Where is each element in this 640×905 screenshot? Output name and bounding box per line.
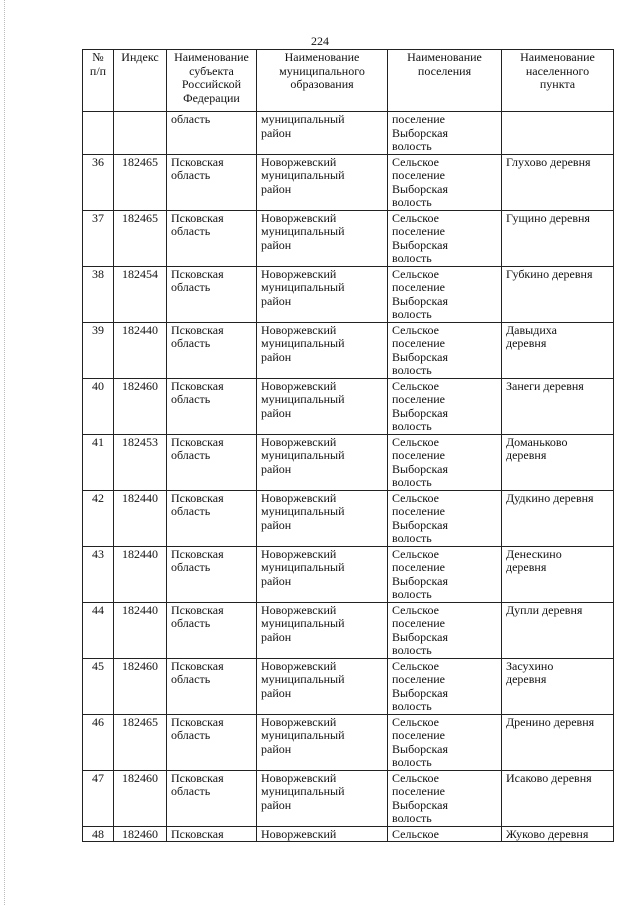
- cell-line: волость: [392, 195, 432, 209]
- table-row: [83, 266, 614, 322]
- cell-index: 182440: [114, 322, 167, 378]
- cell-line: волость: [392, 307, 432, 321]
- cell-municipality: [257, 112, 388, 155]
- table-row: [83, 714, 614, 770]
- cell-locality: [502, 154, 614, 210]
- cell-line: волость: [392, 587, 432, 601]
- cell-line: волость: [392, 643, 432, 657]
- table-row: [83, 826, 614, 842]
- cell-line: район: [261, 461, 292, 476]
- cell-line: волость: [392, 419, 432, 433]
- cell-settlement: [388, 826, 502, 842]
- cell-line: поселения: [417, 63, 472, 78]
- cell-line: Дренино деревня: [506, 714, 595, 729]
- cell-index: 182460: [114, 658, 167, 714]
- cell-locality: [502, 378, 614, 434]
- cell-settlement: [388, 714, 502, 770]
- cell-line: область: [171, 392, 211, 406]
- cell-line: муниципальный: [261, 168, 345, 182]
- cell-line: Выборская: [392, 517, 448, 532]
- cell-municipality: [257, 154, 388, 210]
- cell-line: Жуково деревня: [506, 826, 589, 841]
- cell-line: Выборская: [392, 629, 448, 644]
- cell-line: район: [261, 629, 292, 644]
- cell-line: область: [171, 336, 211, 350]
- table-row: [83, 546, 614, 602]
- cell-line: Псковская: [171, 266, 224, 281]
- cell-index: 182460: [114, 770, 167, 826]
- cell-settlement: [388, 770, 502, 826]
- cell-subject: [167, 490, 257, 546]
- cell-num: 40: [83, 378, 114, 434]
- table-row: [83, 658, 614, 714]
- cell-line: волость: [392, 251, 432, 265]
- cell-index: 182440: [114, 546, 167, 602]
- cell-subject: [167, 266, 257, 322]
- cell-line: область: [171, 112, 211, 126]
- settlements-table: [82, 49, 614, 842]
- cell-index: 182454: [114, 266, 167, 322]
- cell-municipality: [257, 826, 388, 842]
- cell-line: Выборская: [392, 461, 448, 476]
- cell-line: область: [171, 728, 211, 742]
- cell-subject: [167, 714, 257, 770]
- table-body: [83, 112, 614, 842]
- cell-num: 38: [83, 266, 114, 322]
- cell-index: 182465: [114, 714, 167, 770]
- cell-line: Новоржевский: [261, 210, 337, 225]
- cell-line: Псковская: [171, 826, 224, 841]
- cell-settlement: [388, 378, 502, 434]
- cell-line: поселение: [392, 728, 446, 742]
- cell-line: Сельское: [392, 602, 439, 617]
- cell-index: 182440: [114, 490, 167, 546]
- cell-line: Псковская: [171, 210, 224, 225]
- cell-num: 43: [83, 546, 114, 602]
- cell-num: 44: [83, 602, 114, 658]
- cell-line: Псковская: [171, 322, 224, 337]
- cell-num: 36: [83, 154, 114, 210]
- cell-line: поселение: [392, 672, 446, 686]
- cell-num: 46: [83, 714, 114, 770]
- cell-line: Новоржевский: [261, 714, 337, 729]
- cell-locality: [502, 770, 614, 826]
- cell-settlement: [388, 434, 502, 490]
- cell-num: 41: [83, 434, 114, 490]
- cell-line: деревня: [506, 336, 547, 350]
- cell-line: Гущино деревня: [506, 210, 590, 225]
- cell-line: волость: [392, 811, 432, 825]
- cell-line: Сельское: [392, 658, 439, 673]
- cell-subject: [167, 826, 257, 842]
- cell-line: деревня: [506, 672, 547, 686]
- cell-line: муниципальный: [261, 392, 345, 406]
- cell-municipality: [257, 602, 388, 658]
- cell-municipality: [257, 210, 388, 266]
- cell-line: муниципальный: [261, 448, 345, 462]
- cell-settlement: [388, 210, 502, 266]
- header-locality: [502, 50, 614, 112]
- table-row: [83, 770, 614, 826]
- cell-line: Сельское: [392, 378, 439, 393]
- cell-line: поселение: [392, 392, 446, 406]
- cell-index: 182465: [114, 154, 167, 210]
- cell-line: Наименование: [174, 50, 249, 64]
- cell-line: Дупли деревня: [506, 602, 583, 617]
- table-row: [83, 490, 614, 546]
- cell-line: Псковская: [171, 434, 224, 449]
- cell-settlement: [388, 546, 502, 602]
- header-subject: [167, 50, 257, 112]
- cell-line: муниципальный: [261, 616, 345, 630]
- cell-line: область: [171, 616, 211, 630]
- cell-line: Денескино: [506, 546, 562, 561]
- cell-line: область: [171, 784, 211, 798]
- cell-line: Дудкино деревня: [506, 490, 594, 505]
- cell-line: Новоржевский: [261, 602, 337, 617]
- cell-line: Сельское: [392, 266, 439, 281]
- cell-index: 182460: [114, 826, 167, 842]
- cell-line: Выборская: [392, 405, 448, 420]
- cell-line: Псковская: [171, 546, 224, 561]
- cell-index: 182460: [114, 378, 167, 434]
- cell-line: Сельское: [392, 210, 439, 225]
- cell-line: Сельское: [392, 714, 439, 729]
- cell-municipality: [257, 658, 388, 714]
- cell-line: поселение: [392, 168, 446, 182]
- cell-line: Псковская: [171, 154, 224, 169]
- table-row: [83, 154, 614, 210]
- cell-line: населенного: [525, 63, 590, 78]
- cell-line: поселение: [392, 224, 446, 238]
- table-row-continuation: [83, 112, 614, 155]
- cell-settlement: [388, 154, 502, 210]
- cell-line: №: [92, 50, 104, 64]
- cell-subject: [167, 658, 257, 714]
- cell-line: волость: [392, 139, 432, 153]
- cell-municipality: [257, 770, 388, 826]
- cell-line: Наименование: [520, 50, 595, 64]
- cell-index: 182440: [114, 602, 167, 658]
- cell-line: Псковская: [171, 770, 224, 785]
- cell-municipality: [257, 434, 388, 490]
- cell-num: 42: [83, 490, 114, 546]
- cell-subject: [167, 602, 257, 658]
- cell-line: субъекта: [189, 63, 234, 78]
- cell-settlement: [388, 490, 502, 546]
- cell-line: район: [261, 405, 292, 420]
- cell-line: муниципальный: [261, 336, 345, 350]
- cell-line: Псковская: [171, 714, 224, 729]
- cell-line: поселение: [392, 448, 446, 462]
- table-header-row: [83, 50, 614, 112]
- cell-line: деревня: [506, 448, 547, 462]
- cell-line: Засухино: [506, 658, 554, 673]
- cell-settlement: [388, 112, 502, 155]
- cell-line: поселение: [392, 504, 446, 518]
- cell-subject: [167, 154, 257, 210]
- cell-settlement: [388, 266, 502, 322]
- cell-subject: [167, 322, 257, 378]
- cell-line: Новоржевский: [261, 546, 337, 561]
- page-number: 224: [311, 34, 329, 48]
- cell-line: Выборская: [392, 797, 448, 812]
- cell-line: Сельское: [392, 434, 439, 449]
- cell-municipality: [257, 490, 388, 546]
- cell-line: район: [261, 685, 292, 700]
- table-row: [83, 322, 614, 378]
- cell-line: Выборская: [392, 181, 448, 196]
- cell-line: Сельское: [392, 490, 439, 505]
- cell-line: Выборская: [392, 237, 448, 252]
- cell-line: район: [261, 741, 292, 756]
- table-row: [83, 602, 614, 658]
- cell-line: Выборская: [392, 685, 448, 700]
- cell-municipality: [257, 266, 388, 322]
- cell-line: район: [261, 125, 292, 140]
- cell-index: [114, 112, 167, 155]
- cell-line: Занеги деревня: [506, 378, 584, 393]
- cell-line: Индекс: [121, 50, 159, 64]
- cell-line: муниципальный: [261, 224, 345, 238]
- cell-num: 37: [83, 210, 114, 266]
- cell-line: муниципальный: [261, 280, 345, 294]
- cell-line: волость: [392, 755, 432, 769]
- cell-locality: [502, 490, 614, 546]
- cell-subject: [167, 112, 257, 155]
- cell-line: Псковская: [171, 490, 224, 505]
- table-row: [83, 378, 614, 434]
- cell-line: Выборская: [392, 293, 448, 308]
- cell-line: Новоржевский: [261, 770, 337, 785]
- cell-locality: [502, 602, 614, 658]
- cell-subject: [167, 210, 257, 266]
- cell-line: Сельское: [392, 154, 439, 169]
- cell-line: район: [261, 517, 292, 532]
- cell-line: область: [171, 280, 211, 294]
- cell-line: Псковская: [171, 378, 224, 393]
- cell-line: область: [171, 168, 211, 182]
- cell-line: Псковская: [171, 602, 224, 617]
- cell-municipality: [257, 546, 388, 602]
- cell-line: Доманьково: [506, 434, 568, 449]
- cell-line: Новоржевский: [261, 266, 337, 281]
- header-index: [114, 50, 167, 112]
- cell-line: волость: [392, 531, 432, 545]
- cell-locality: [502, 322, 614, 378]
- table-row: [83, 434, 614, 490]
- cell-line: п/п: [89, 63, 107, 78]
- cell-line: Псковская: [171, 658, 224, 673]
- cell-locality: [502, 658, 614, 714]
- cell-line: область: [171, 672, 211, 686]
- cell-line: муниципальный: [261, 560, 345, 574]
- cell-line: область: [171, 504, 211, 518]
- header-municipality: [257, 50, 388, 112]
- cell-locality: [502, 112, 614, 155]
- cell-line: поселение: [392, 784, 446, 798]
- cell-num: 48: [83, 826, 114, 842]
- cell-line: муниципального: [279, 63, 365, 78]
- cell-line: муниципальный: [261, 504, 345, 518]
- cell-locality: [502, 546, 614, 602]
- cell-line: район: [261, 573, 292, 588]
- cell-line: деревня: [506, 560, 547, 574]
- cell-line: Выборская: [392, 349, 448, 364]
- cell-line: Губкино деревня: [506, 266, 593, 281]
- cell-line: Новоржевский: [261, 434, 337, 449]
- cell-index: 182465: [114, 210, 167, 266]
- cell-subject: [167, 434, 257, 490]
- header-num: [83, 50, 114, 112]
- cell-locality: [502, 826, 614, 842]
- cell-line: Федерации: [183, 90, 240, 105]
- cell-line: Глухово деревня: [506, 154, 591, 169]
- cell-line: Наименование: [284, 50, 360, 64]
- cell-line: район: [261, 293, 292, 308]
- cell-line: Выборская: [392, 573, 448, 588]
- cell-line: область: [171, 560, 211, 574]
- cell-line: волость: [392, 363, 432, 377]
- cell-line: Новоржевский: [261, 378, 337, 393]
- cell-municipality: [257, 322, 388, 378]
- cell-line: район: [261, 181, 292, 196]
- cell-subject: [167, 770, 257, 826]
- cell-line: Сельское: [392, 770, 439, 785]
- page-edge: [4, 0, 5, 905]
- cell-line: муниципальный: [261, 784, 345, 798]
- cell-locality: [502, 266, 614, 322]
- cell-line: район: [261, 349, 292, 364]
- cell-line: пункта: [539, 77, 576, 91]
- cell-line: Новоржевский: [261, 154, 337, 169]
- cell-line: поселение: [392, 280, 446, 294]
- table-row: [83, 210, 614, 266]
- header-settlement: [388, 50, 502, 112]
- cell-line: Новоржевский: [261, 490, 337, 505]
- cell-line: образования: [290, 77, 354, 91]
- cell-num: [83, 112, 114, 155]
- cell-line: поселение: [392, 112, 446, 126]
- cell-line: область: [171, 448, 211, 462]
- cell-line: Новоржевский: [261, 658, 337, 673]
- cell-num: 45: [83, 658, 114, 714]
- cell-line: Российской: [181, 77, 242, 91]
- cell-line: муниципальный: [261, 672, 345, 686]
- cell-num: 47: [83, 770, 114, 826]
- cell-line: область: [171, 224, 211, 238]
- cell-locality: [502, 714, 614, 770]
- cell-line: Исаково деревня: [506, 770, 592, 785]
- cell-municipality: [257, 378, 388, 434]
- cell-line: поселение: [392, 560, 446, 574]
- cell-line: Сельское: [392, 826, 439, 841]
- cell-line: муниципальный: [261, 112, 345, 126]
- cell-line: район: [261, 797, 292, 812]
- cell-settlement: [388, 658, 502, 714]
- cell-line: волость: [392, 475, 432, 489]
- cell-line: муниципальный: [261, 728, 345, 742]
- cell-settlement: [388, 322, 502, 378]
- cell-line: Новоржевский: [261, 826, 337, 841]
- cell-locality: [502, 434, 614, 490]
- cell-line: Выборская: [392, 741, 448, 756]
- cell-line: поселение: [392, 336, 446, 350]
- cell-line: район: [261, 237, 292, 252]
- cell-line: Выборская: [392, 125, 448, 140]
- cell-line: Новоржевский: [261, 322, 337, 337]
- cell-line: Давыдиха: [506, 322, 557, 337]
- cell-municipality: [257, 714, 388, 770]
- cell-line: поселение: [392, 616, 446, 630]
- cell-line: Наименование: [407, 50, 482, 64]
- cell-locality: [502, 210, 614, 266]
- cell-line: Сельское: [392, 322, 439, 337]
- cell-line: Сельское: [392, 546, 439, 561]
- cell-num: 39: [83, 322, 114, 378]
- cell-line: волость: [392, 699, 432, 713]
- cell-settlement: [388, 602, 502, 658]
- cell-subject: [167, 546, 257, 602]
- cell-subject: [167, 378, 257, 434]
- cell-index: 182453: [114, 434, 167, 490]
